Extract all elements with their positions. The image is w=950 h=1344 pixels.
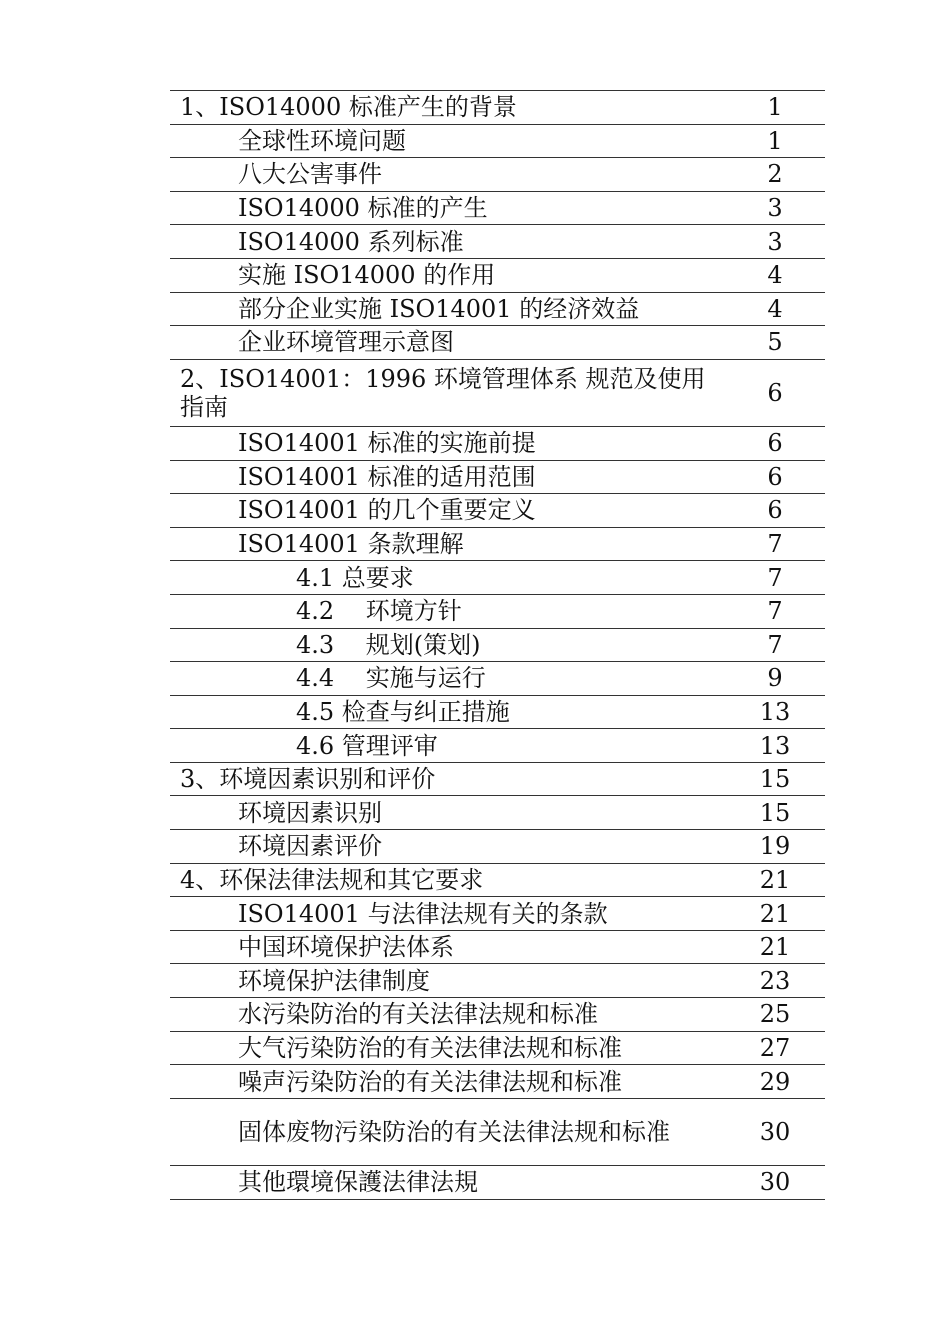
toc-entry-title: ISO14000 系列标准: [238, 227, 464, 256]
toc-page-number: 2: [767, 160, 783, 189]
toc-page-number: 7: [767, 530, 783, 559]
toc-entry-title: 全球性环境问题: [238, 126, 406, 155]
toc-row[interactable]: [170, 494, 825, 528]
toc-row[interactable]: [170, 259, 825, 293]
toc-page-number: 30: [759, 1117, 791, 1146]
toc-page-number: 6: [767, 378, 783, 407]
toc-page-number: 3: [767, 227, 783, 256]
toc-page-number: 6: [767, 429, 783, 458]
toc-row[interactable]: [170, 830, 825, 864]
toc-row[interactable]: [170, 293, 825, 327]
toc-row[interactable]: [170, 931, 825, 965]
toc-row[interactable]: [170, 629, 825, 663]
toc-entry-title: ISO14001 标准的实施前提: [238, 429, 536, 458]
toc-entry-title: 4.6 管理评审: [296, 731, 438, 760]
toc-page-number: 21: [759, 899, 791, 928]
toc-row[interactable]: [170, 528, 825, 562]
toc-page-number: 30: [759, 1168, 791, 1197]
toc-entry-title: 4.5 检查与纠正措施: [296, 697, 510, 726]
toc-entry-title: 其他環境保護法律法規: [238, 1168, 478, 1197]
toc-row[interactable]: [170, 1099, 825, 1166]
toc-entry-title: 3、环境因素识别和评价: [180, 765, 436, 794]
toc-page-number: 13: [759, 731, 791, 760]
toc-entry-title: 4.2 环境方针: [296, 597, 462, 626]
toc-row[interactable]: [170, 897, 825, 931]
toc-row[interactable]: [170, 461, 825, 495]
toc-page-number: 27: [759, 1033, 791, 1062]
toc-page-number: 21: [759, 865, 791, 894]
toc-page-number: 7: [767, 563, 783, 592]
toc-page-number: 29: [759, 1067, 791, 1096]
toc-row[interactable]: [170, 763, 825, 797]
toc-entry-title: 水污染防治的有关法律法规和标准: [238, 1000, 598, 1029]
toc-page-number: 15: [759, 765, 791, 794]
toc-entry-title: 4、环保法律法规和其它要求: [180, 865, 484, 894]
toc-row[interactable]: [170, 595, 825, 629]
toc-entry-title: 4.4 实施与运行: [296, 664, 486, 693]
toc-row[interactable]: [170, 998, 825, 1032]
toc-page-number: 25: [759, 1000, 791, 1029]
toc-page-number: 4: [767, 294, 783, 323]
toc-page-number: 9: [767, 664, 783, 693]
toc-entry-title: 部分企业实施 ISO14001 的经济效益: [238, 294, 640, 323]
toc-row[interactable]: [170, 158, 825, 192]
toc-page-number: 13: [759, 697, 791, 726]
toc-row[interactable]: [170, 864, 825, 898]
toc-page-number: 1: [767, 126, 783, 155]
toc-page-number: 6: [767, 496, 783, 525]
toc-row[interactable]: [170, 796, 825, 830]
toc-row[interactable]: [170, 662, 825, 696]
toc-entry-title: 实施 ISO14000 的作用: [238, 261, 496, 290]
toc-row[interactable]: [170, 964, 825, 998]
toc-row[interactable]: [170, 1166, 825, 1200]
toc-entry-title: 中国环境保护法体系: [238, 933, 454, 962]
toc-row[interactable]: [170, 696, 825, 730]
toc-page-number: 3: [767, 194, 783, 223]
toc-page-number: 7: [767, 630, 783, 659]
toc-page-number: 5: [767, 328, 783, 357]
toc-page-number: 4: [767, 261, 783, 290]
toc-row[interactable]: [170, 192, 825, 226]
toc-entry-title: 2、ISO14001：1996 环境管理体系 规范及使用指南: [180, 364, 706, 421]
toc-page-number: 7: [767, 597, 783, 626]
toc-entry-title: 噪声污染防治的有关法律法规和标准: [238, 1067, 622, 1096]
toc-entry-title: ISO14001 的几个重要定义: [238, 496, 536, 525]
table-of-contents: [170, 90, 825, 1200]
toc-row[interactable]: [170, 561, 825, 595]
toc-page-number: 6: [767, 462, 783, 491]
toc-page-number: 21: [759, 933, 791, 962]
toc-entry-title: 企业环境管理示意图: [238, 328, 454, 357]
toc-page-number: 23: [759, 966, 791, 995]
toc-row[interactable]: [170, 1032, 825, 1066]
toc-entry-title: 大气污染防治的有关法律法规和标准: [238, 1033, 622, 1062]
toc-entry-title: 环境因素识别: [238, 798, 382, 827]
toc-page-number: 19: [759, 832, 791, 861]
toc-row[interactable]: [170, 91, 825, 125]
toc-entry-title: ISO14000 标准的产生: [238, 194, 488, 223]
toc-row[interactable]: [170, 427, 825, 461]
toc-entry-title: ISO14001 标准的适用范围: [238, 462, 536, 491]
toc-entry-title: 环境保护法律制度: [238, 966, 430, 995]
toc-entry-title: 环境因素评价: [238, 832, 382, 861]
toc-row[interactable]: [170, 225, 825, 259]
toc-entry-title: 八大公害事件: [238, 160, 382, 189]
toc-entry-title: ISO14001 与法律法规有关的条款: [238, 899, 608, 928]
toc-entry-title: 4.3 规划(策划): [296, 630, 481, 659]
toc-entry-title: 固体废物污染防治的有关法律法规和标准: [238, 1117, 670, 1146]
toc-page-number: 1: [767, 93, 783, 122]
toc-row[interactable]: [170, 326, 825, 360]
toc-entry-title: ISO14001 条款理解: [238, 530, 464, 559]
toc-row[interactable]: [170, 125, 825, 159]
toc-page-number: 15: [759, 798, 791, 827]
toc-entry-title: 4.1 总要求: [296, 563, 414, 592]
toc-entry-title: 1、ISO14000 标准产生的背景: [180, 93, 517, 122]
toc-row[interactable]: [170, 1065, 825, 1099]
toc-row[interactable]: [170, 360, 825, 427]
toc-row[interactable]: [170, 729, 825, 763]
